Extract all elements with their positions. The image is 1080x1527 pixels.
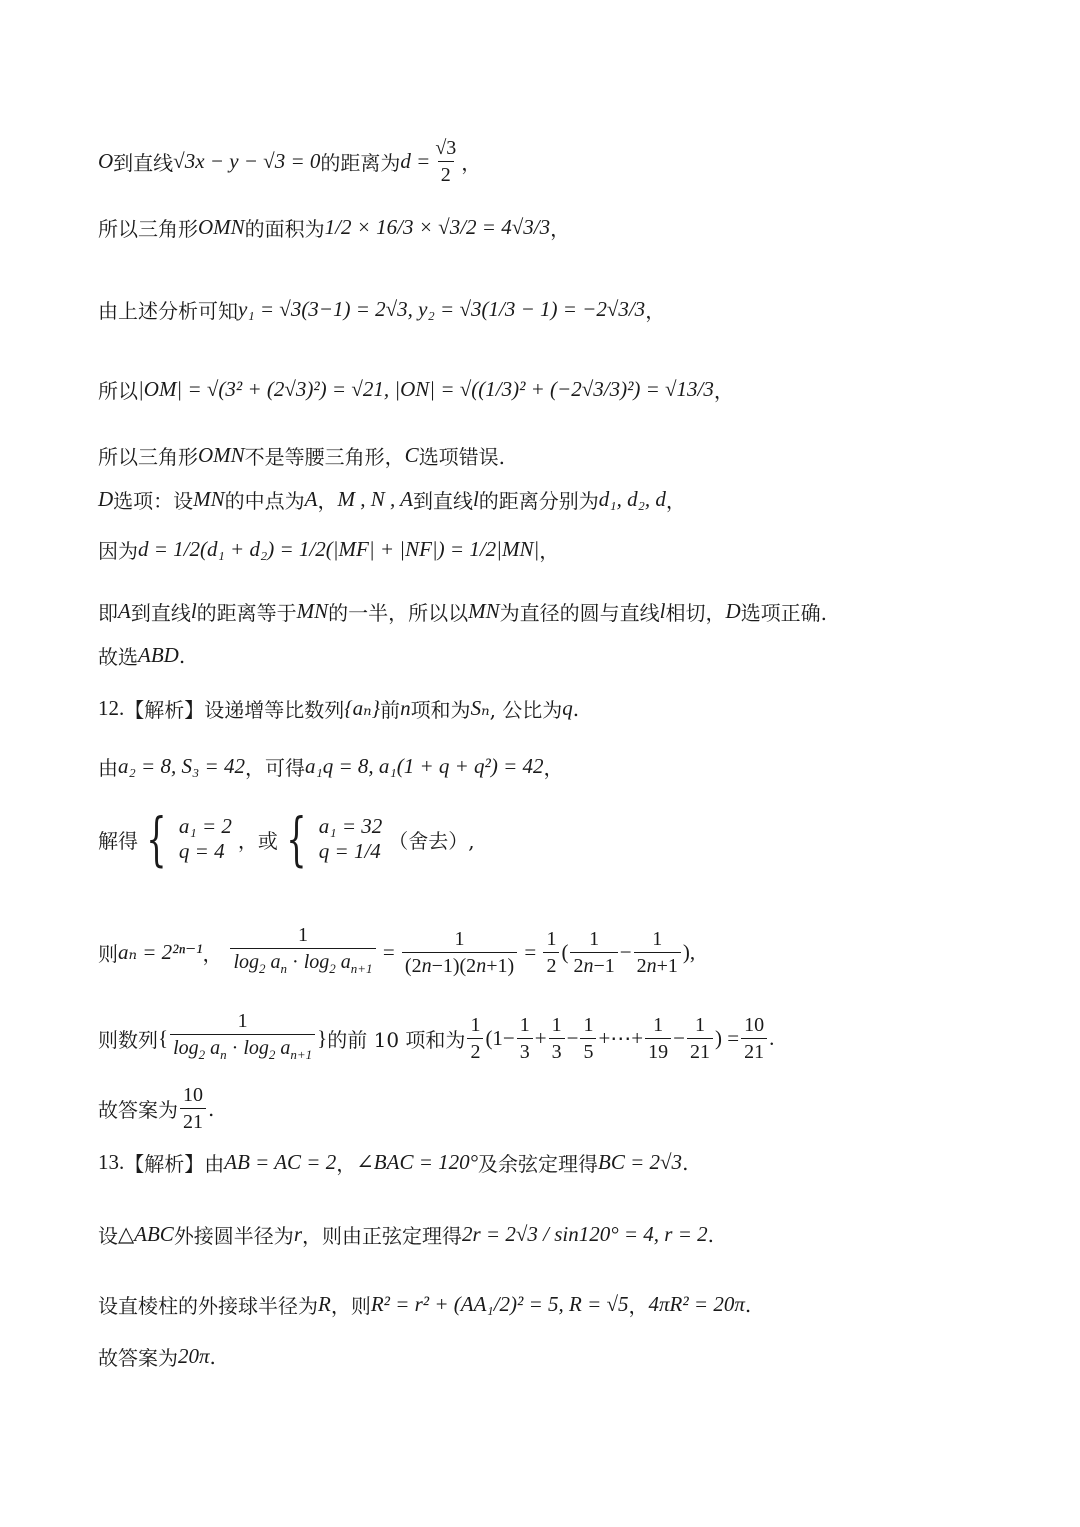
line-equation: √3x − y − √3 = 0 [173,149,321,173]
answer: ABD [138,643,179,667]
area-expression: 1/2 × 16/3 × √3/2 = 4√3/3 [324,215,551,239]
solution-line-7: 因为 d = 1/2(d₁ + d₂) = 1/2(|MF| + |NF|) = 1/2|MN| ， [98,537,560,563]
solution-line-11: 由 a₂ = 8, S₃ = 42 ，可得 a₁q = 8, a₁(1 + q + q²) = 42 ， [98,754,564,780]
question-number: 13. [98,1150,125,1174]
solution-line-5: 所以三角形 OMN 不是等腰三角形， C 选项错误. [98,443,506,469]
fraction: $\frac{√3}{2}$ [435,137,457,186]
question-number: 12. [98,696,125,720]
solution-line-4: 所以 |OM| = √(3² + (2√3)²) = √21, |ON| = √((1/3)² + (−2√3/3)²) = √13/3 ， [98,377,734,403]
answer: 20π [178,1344,210,1368]
solution-line-17: 设 △ABC 外接圆半径为 r ，则由正弦定理得 2r = 2√3 / sin120° = 4, r = 2 . [98,1222,714,1248]
text: 的距离为 [320,151,401,175]
brace: { [286,805,307,873]
solution-line-3: 由上述分析可知 y₁ = √3(3−1) = 2√3, y₂ = √3(1/3 − 1) = −2√3/3 ， [98,297,666,323]
solution-line-12: 解得 { a₁ = 2 q = 4 ，或 { a₁ = 32 q = 1/4 （舍去）, [98,805,475,873]
triangle-name: OMN [198,215,245,239]
option-d: D [98,487,114,511]
solution-line-14: 则数列 { $\frac{1}{\log_2 a_n \cdot \log_2 a_{n+1}}$ } 的前 10 项和为 $\frac{1}{2}$ (1− $\frac{1}{3}$ + $\frac{1}{3}$ − $\frac{1}{5}$ +⋯+ $\frac{1}{19}$ − $\frac{1}{21}$ ) = $\frac{10}{21}$ . [98,1008,774,1068]
analysis-tag: 【解析】 [124,698,205,722]
point-o: O [98,149,114,173]
text: 到直线 [113,151,174,175]
solution-line-1: O 到直线 √3x − y − √3 = 0 的距离为 d = $\frac{√3}{2}$ ， [98,137,482,186]
solution-line-15: 故答案为 $\frac{10}{21}$ . [98,1084,215,1133]
question-13-header: 13. 【解析】 由 AB = AC = 2 ， ∠BAC = 120° 及余弦定理得 BC = 2√3 . [98,1150,689,1176]
solution-line-13: 则 aₙ = 2²ⁿ⁻¹ ， $\frac{1}{\log_2 a_n \cdot \log_2 a_{n+1}}$ = $\frac{1}{(2n-1)(2n+1)}$ = $\frac{1}{2}$ ( $\frac{1}{2n-1}$ − $\frac{1}{2n+1}$ ), [98,922,695,982]
brace: { [146,805,167,873]
system-2: a₁ = 32 q = 1/4 [318,814,383,863]
solution-line-2: 所以三角形 OMN 的面积为 1/2 × 16/3 × √3/2 = 4√3/3 ， [98,215,571,241]
distance-expression: |OM| = √(3² + (2√3)²) = √21, |ON| = √((1/3)² + (−2√3/3)²) = √13/3 [138,377,714,401]
option-c: C [404,443,419,467]
solution-line-8: 即 A 到直线 l 的距离等于 MN 的一半，所以以 MN 为直径的圆与直线 l 相切， D 选项正确. [98,599,828,625]
solution-line-6: D 选项：设 MN 的中点为 A ， M , N , A 到直线 l 的距离分别为 d₁, d₂, d ， [98,487,686,513]
solution-line-9: 故选 ABD . [98,643,186,669]
solution-line-18: 设直棱柱的外接球半径为 R ，则 R² = r² + (AA₁/2)² = 5, R = √5 ， 4πR² = 20π . [98,1292,752,1318]
answer-fraction: $\frac{10}{21}$ [180,1082,206,1135]
solution-line-19: 故答案为 20π . [98,1344,216,1370]
distance-var: d = [400,149,431,173]
log-fraction: $\frac{1}{\log_2 a_n \cdot \log_2 a_{n+1}}$ [230,922,375,982]
system-1: a₁ = 2 q = 4 [178,814,232,863]
y-values: y₁ = √3(3−1) = 2√3, y₂ = √3(1/3 − 1) = −2√3/3 [238,297,646,321]
midpoint-expression: d = 1/2(d₁ + d₂) = 1/2(|MF| + |NF|) = 1/2|MN| [138,537,540,561]
factor-fraction: $\frac{1}{(2n-1)(2n+1)}$ [402,926,517,979]
analysis-tag: 【解析】 [124,1152,205,1176]
question-12-header: 12. 【解析】 设递增等比数列 {aₙ} 前 n 项和为 Sₙ , 公比为 q . [98,696,580,722]
